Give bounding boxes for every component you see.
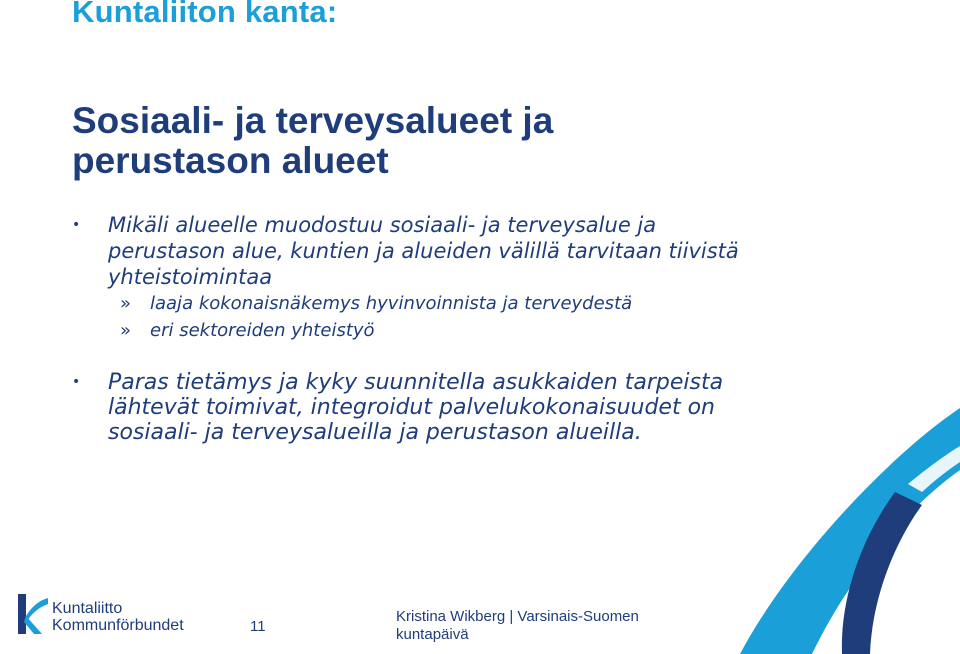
bullet-item-1 [72, 212, 902, 290]
page-number: 11 [250, 618, 266, 635]
bullet-2-line-2: lähtevät toimivat, integroidut palvelukokonaisuudet on [108, 395, 715, 420]
slide-title [72, 101, 553, 181]
bullet-dot-icon: • [72, 374, 81, 390]
slide-content [72, 212, 902, 445]
slide-title-line-2: perustason alueet [72, 140, 389, 181]
sub-marker-icon: » [120, 320, 132, 341]
kuntaliitto-logo-icon [14, 592, 50, 636]
sub-item-2 [72, 317, 902, 344]
bullet-dot-icon: • [72, 217, 81, 233]
header-title: Kuntaliiton kanta: [72, 0, 338, 29]
sub-item-2-text: eri sektoreiden yhteistyö [150, 320, 375, 341]
footer-logo-text [52, 600, 184, 634]
bullet-2-line-1: Paras tietämys ja kyky suunnitella asukkaiden tarpeista [108, 370, 724, 395]
bullet-1-line-2: perustason alue, kuntien ja alueiden välillä tarvitaan tiivistä [108, 239, 739, 263]
sub-item-1 [72, 290, 902, 317]
logo-line-2: Kommunförbundet [52, 617, 184, 634]
logo-line-1: Kuntaliitto [52, 600, 123, 617]
bullet-1-line-3: yhteistoimintaa [108, 265, 273, 289]
sub-marker-icon: » [120, 293, 132, 314]
bullet-item-2 [72, 370, 902, 445]
sub-item-1-text: laaja kokonaisnäkemys hyvinvoinnista ja terveydestä [150, 293, 633, 314]
slide-title-line-1: Sosiaali- ja terveysalueet ja [72, 100, 554, 141]
bullet-2-line-3: sosiaali- ja terveysalueilla ja perustason alueilla. [108, 420, 642, 445]
footer-presenter: Kristina Wikberg | Varsinais-Suomen kuntapäivä [396, 608, 639, 643]
bullet-1-line-1: Mikäli alueelle muodostuu sosiaali- ja terveysalue ja [108, 213, 657, 237]
